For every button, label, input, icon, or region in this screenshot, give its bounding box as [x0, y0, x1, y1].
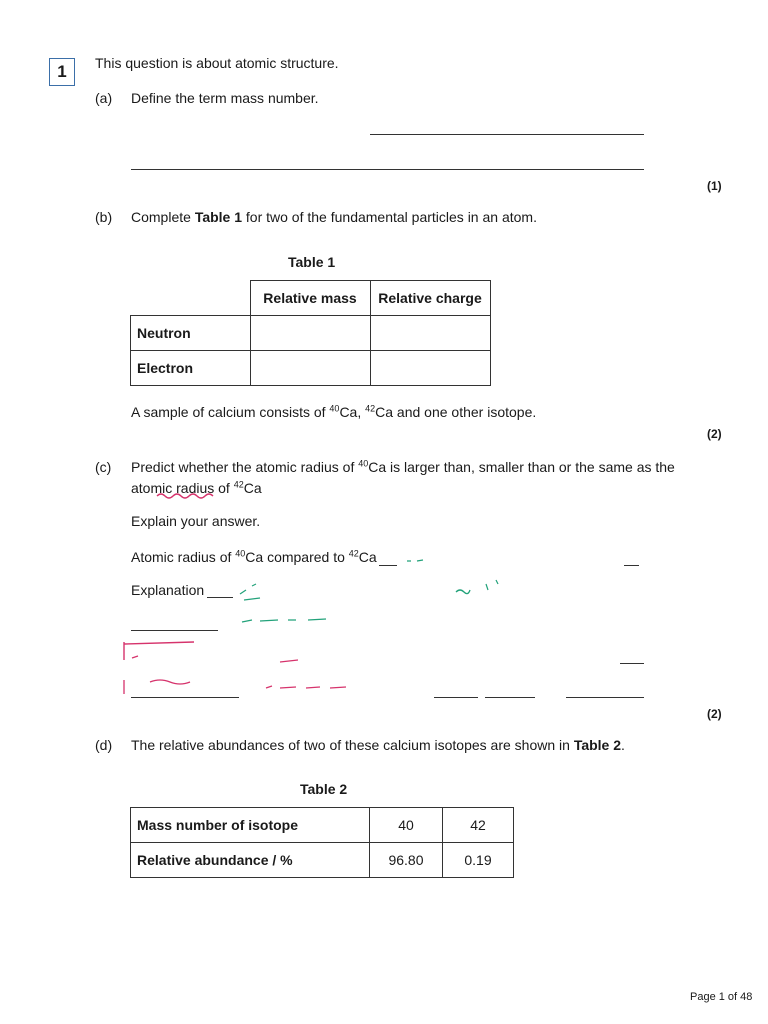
table1-neutron-charge-cell[interactable]	[370, 316, 490, 351]
explanation-line-4b[interactable]	[434, 697, 478, 698]
pink-squiggle-underline	[156, 491, 214, 501]
table1-title: Table 1	[288, 254, 336, 270]
explanation-label: Explanation	[131, 582, 205, 598]
table2-abundance-40: 96.80	[370, 843, 443, 878]
table1-neutron-mass-cell[interactable]	[250, 316, 370, 351]
explanation-line-3[interactable]	[620, 663, 644, 664]
compare-answer-line-1[interactable]	[379, 565, 397, 566]
table2-mass-40: 40	[370, 808, 443, 843]
table2-mass-42: 42	[443, 808, 514, 843]
green-ink-mark	[405, 558, 425, 564]
table1-header-mass: Relative mass	[250, 281, 370, 316]
table1-header-charge: Relative charge	[370, 281, 490, 316]
part-a-text: Define the term mass number.	[131, 90, 319, 106]
table2-label-mass-number: Mass number of isotope	[131, 808, 370, 843]
question-number: 1	[57, 62, 67, 81]
part-c-line1: Predict whether the atomic radius of $^{40}$Ca is larger than, smaller than or the same as the	[131, 458, 675, 475]
part-b-marks: (2)	[707, 427, 722, 441]
part-a-marks: (1)	[707, 179, 722, 193]
part-d-text: The relative abundances of two of these calcium isotopes are shown in Table 2.	[131, 737, 625, 753]
table-1	[130, 280, 491, 386]
table2-abundance-42: 0.19	[443, 843, 514, 878]
explanation-line-1[interactable]	[207, 597, 233, 598]
green-handwriting-remnants	[238, 580, 508, 630]
table-2	[130, 807, 514, 878]
atomic-radius-compare-text: Atomic radius of $^{40}$Ca compared to $^{42}$Ca	[131, 548, 377, 565]
question-intro: This question is about atomic structure.	[95, 55, 339, 71]
table2-title: Table 2	[300, 781, 348, 797]
answer-line-a1[interactable]	[370, 134, 644, 135]
pink-handwriting-remnants	[120, 640, 390, 700]
part-c-marks: (2)	[707, 707, 722, 721]
explanation-line-4d[interactable]	[566, 697, 644, 698]
part-b-label: (b)	[95, 209, 113, 225]
answer-line-a2[interactable]	[131, 169, 644, 170]
question-number-box	[49, 58, 75, 86]
part-c-label: (c)	[95, 459, 112, 475]
explanation-line-4c[interactable]	[485, 697, 535, 698]
explanation-line-2[interactable]	[131, 630, 218, 631]
table2-label-abundance: Relative abundance / %	[131, 843, 370, 878]
part-a-label: (a)	[95, 90, 113, 106]
compare-answer-line-2[interactable]	[624, 565, 639, 566]
table1-electron-charge-cell[interactable]	[370, 351, 490, 386]
table1-electron-mass-cell[interactable]	[250, 351, 370, 386]
table1-row-neutron: Neutron	[131, 316, 251, 351]
table1-row-electron: Electron	[131, 351, 251, 386]
page-footer: Page 1 of 48	[690, 991, 753, 1003]
calcium-sample-text: A sample of calcium consists of $^{40}$Ca, $^{42}$Ca and one other isotope.	[131, 403, 537, 420]
table1-empty-header	[131, 281, 251, 316]
part-b-text: Complete Table 1 for two of the fundamental particles in an atom.	[131, 209, 537, 225]
part-d-label: (d)	[95, 737, 113, 753]
part-c-line2: atomic radius of $^{42}$Ca	[131, 479, 262, 496]
part-c-explain: Explain your answer.	[131, 513, 261, 529]
